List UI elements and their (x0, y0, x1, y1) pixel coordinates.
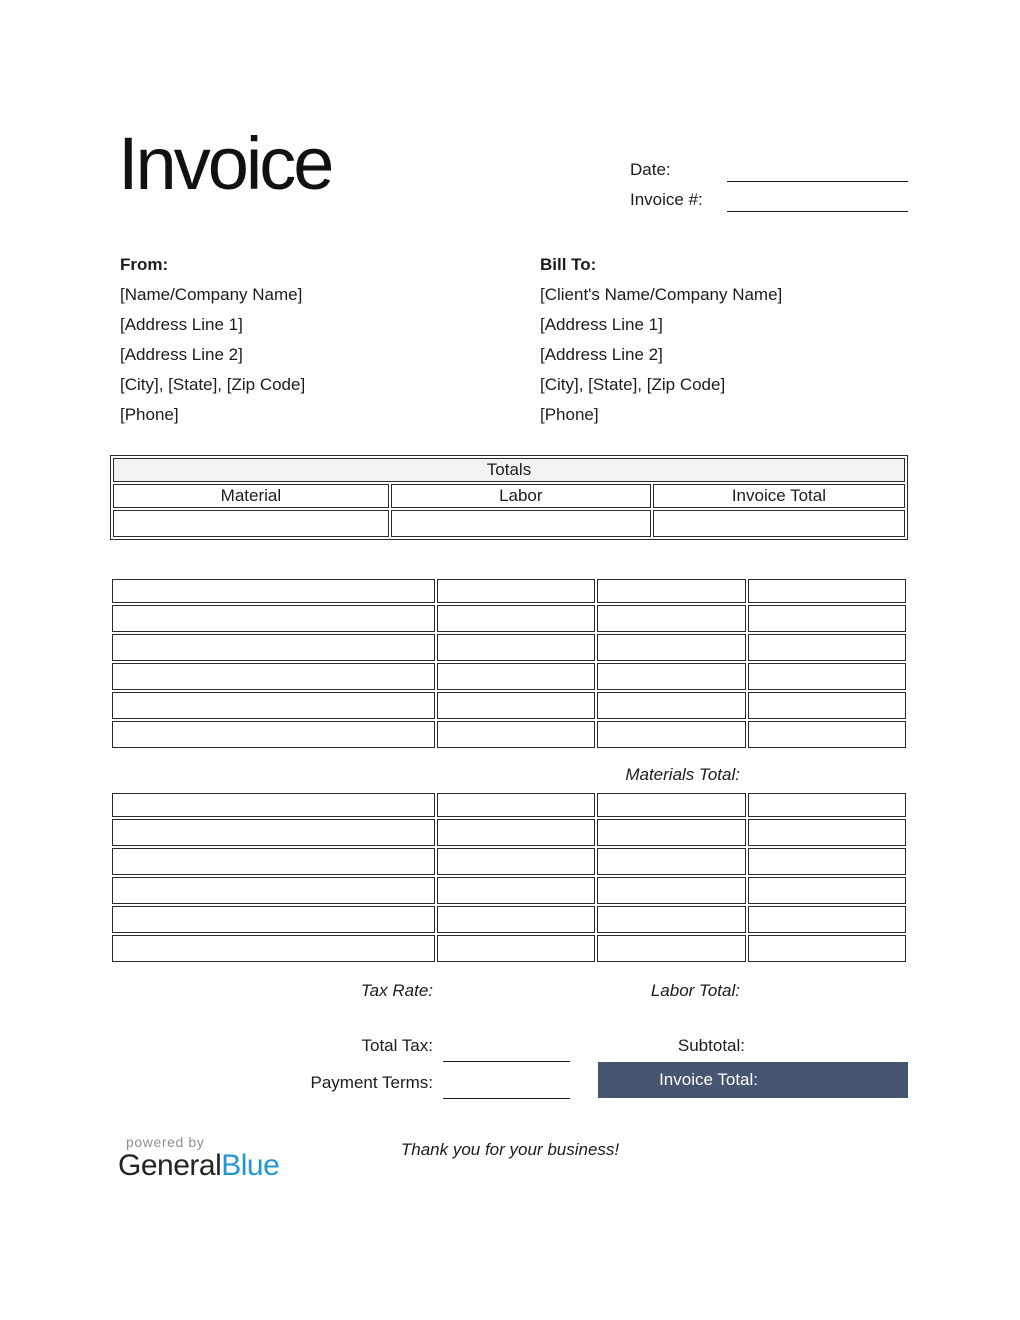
totals-table (110, 455, 908, 540)
labor-rate-cell[interactable] (597, 877, 747, 904)
labor-rate-cell[interactable] (597, 906, 747, 933)
materials-col-quantity: Quantity (437, 579, 595, 603)
from-address2-line: [Address Line 2] (120, 345, 243, 364)
labor-row (112, 906, 906, 933)
labor-row (112, 848, 906, 875)
materials-col-description: Material Description (112, 579, 435, 603)
general-blue-logo (118, 1150, 279, 1182)
labor-row (112, 819, 906, 846)
labor-rate-cell[interactable] (597, 848, 747, 875)
labor-total-cell[interactable] (748, 848, 906, 875)
labor-total-cell[interactable] (748, 906, 906, 933)
from-city-line: [City], [State], [Zip Code] (120, 375, 306, 394)
materials-description-cell[interactable] (112, 605, 435, 632)
materials-cost-cell[interactable] (597, 692, 747, 719)
totals-invoice-total-value-cell[interactable] (653, 510, 905, 537)
materials-table (110, 577, 908, 750)
bill-to-city-line: [City], [State], [Zip Code] (540, 375, 726, 394)
labor-hours-cell[interactable] (437, 848, 595, 875)
brand-general-text: General (118, 1149, 222, 1182)
invoice-total-bar (598, 1062, 908, 1098)
totals-labor-value-cell[interactable] (391, 510, 651, 537)
bill-to-heading: Bill To: (540, 255, 597, 274)
invoice-number-label: Invoice #: (630, 190, 703, 209)
date-label: Date: (630, 160, 671, 179)
labor-total-cell[interactable] (748, 819, 906, 846)
payment-terms-input-line[interactable] (443, 1085, 570, 1099)
materials-description-cell[interactable] (112, 634, 435, 661)
materials-total-cell[interactable] (748, 721, 906, 748)
materials-cost-cell[interactable] (597, 721, 747, 748)
from-name-line: [Name/Company Name] (120, 285, 303, 304)
totals-material-value-cell[interactable] (113, 510, 389, 537)
materials-quantity-cell[interactable] (437, 692, 595, 719)
materials-col-cost-per-item: Cost Per Item (597, 579, 747, 603)
labor-description-cell[interactable] (112, 848, 435, 875)
brand-blue-text: Blue (221, 1149, 280, 1182)
tax-rate-label: Tax Rate: (360, 981, 433, 1000)
materials-row (112, 663, 906, 690)
thank-you-note: Thank you for your business! (400, 1140, 620, 1159)
materials-description-cell[interactable] (112, 692, 435, 719)
materials-total-cell[interactable] (748, 634, 906, 661)
materials-total-cell[interactable] (748, 663, 906, 690)
invoice-number-input-line[interactable] (727, 198, 908, 212)
from-phone-line: [Phone] (120, 405, 179, 424)
labor-hours-cell[interactable] (437, 819, 595, 846)
labor-hours-cell[interactable] (437, 906, 595, 933)
materials-quantity-cell[interactable] (437, 634, 595, 661)
materials-col-total: Total (748, 579, 906, 603)
materials-row (112, 605, 906, 632)
from-heading: From: (120, 255, 169, 274)
materials-total-cell[interactable] (748, 692, 906, 719)
subtotal-label: Subtotal: (677, 1036, 745, 1055)
invoice-total-label: Invoice Total: (659, 1070, 758, 1089)
bill-to-address2-line: [Address Line 2] (540, 345, 663, 364)
totals-col-labor: Labor (391, 484, 651, 508)
labor-total-label: Labor Total: (650, 981, 740, 1000)
labor-row (112, 935, 906, 962)
materials-row (112, 692, 906, 719)
labor-col-description: Labor Description (112, 793, 435, 817)
materials-row (112, 721, 906, 748)
total-tax-input-line[interactable] (443, 1048, 570, 1062)
labor-col-rate-hour: Rate/Hour (597, 793, 747, 817)
labor-rate-cell[interactable] (597, 819, 747, 846)
totals-col-invoice-total: Invoice Total (653, 484, 905, 508)
materials-quantity-cell[interactable] (437, 721, 595, 748)
bill-to-address1-line: [Address Line 1] (540, 315, 663, 334)
labor-col-hours: Hours (437, 793, 595, 817)
bill-to-name-line: [Client's Name/Company Name] (540, 285, 783, 304)
labor-total-cell[interactable] (748, 935, 906, 962)
labor-table (110, 791, 908, 964)
materials-cost-cell[interactable] (597, 634, 747, 661)
materials-cost-cell[interactable] (597, 605, 747, 632)
labor-row (112, 877, 906, 904)
materials-total-cell[interactable] (748, 605, 906, 632)
materials-cost-cell[interactable] (597, 663, 747, 690)
materials-description-cell[interactable] (112, 663, 435, 690)
labor-col-total: Total (748, 793, 906, 817)
date-input-line[interactable] (727, 168, 908, 182)
from-section (120, 250, 500, 430)
materials-total-label: Materials Total: (625, 765, 740, 784)
labor-rate-cell[interactable] (597, 935, 747, 962)
materials-row (112, 634, 906, 661)
labor-hours-cell[interactable] (437, 935, 595, 962)
materials-description-cell[interactable] (112, 721, 435, 748)
powered-by-label: powered by (126, 1134, 205, 1150)
from-address1-line: [Address Line 1] (120, 315, 243, 334)
bill-to-section (540, 250, 920, 430)
totals-table-title: Totals (113, 458, 905, 482)
labor-total-cell[interactable] (748, 877, 906, 904)
bill-to-phone-line: [Phone] (540, 405, 599, 424)
labor-description-cell[interactable] (112, 819, 435, 846)
materials-quantity-cell[interactable] (437, 663, 595, 690)
labor-description-cell[interactable] (112, 935, 435, 962)
labor-description-cell[interactable] (112, 877, 435, 904)
totals-col-material: Material (113, 484, 389, 508)
payment-terms-label: Payment Terms: (310, 1073, 433, 1092)
page-title: Invoice (118, 122, 332, 205)
labor-description-cell[interactable] (112, 906, 435, 933)
materials-quantity-cell[interactable] (437, 605, 595, 632)
labor-hours-cell[interactable] (437, 877, 595, 904)
total-tax-label: Total Tax: (361, 1036, 433, 1055)
